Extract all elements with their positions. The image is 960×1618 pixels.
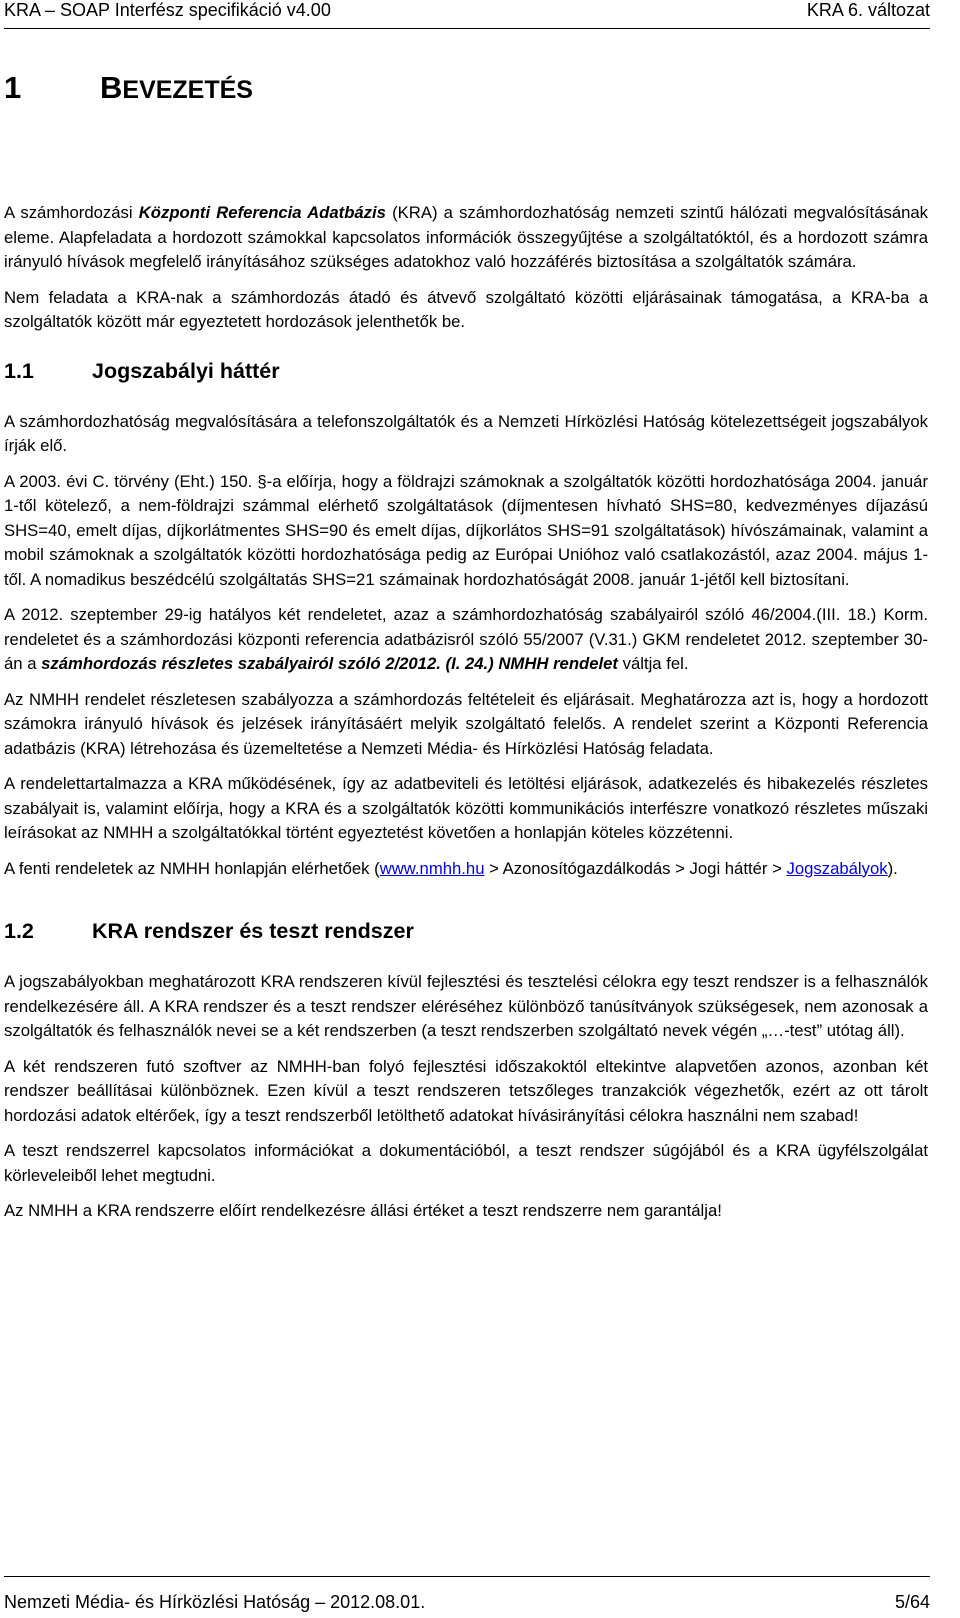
chapter-title: BEVEZETÉS xyxy=(100,70,253,105)
section1-paragraph-1: A számhordozhatóság megvalósítására a telefonszolgáltatók és a Nemzeti Hírközlési Hatóság kötelezettségeit jogszabályok írják elő. xyxy=(4,411,928,455)
section-heading-1-2: 1.2 KRA rendszer és teszt rendszer xyxy=(4,919,414,943)
section1-paragraph-5: A rendelettartalmazza a KRA működésének, így az adatbeviteli és letöltési eljárások, adatkezelés és hibakezelés részletes szabályait is, valamint előírja, hogy a KRA és a szolgáltatók közötti kommunikációs interfészre vonatkozó részletes műszaki leírásokat az NMHH a szolgáltatókkal történt egyeztetést követően a honlapján köteles közzétenni. xyxy=(4,774,928,842)
page-header xyxy=(4,0,930,29)
intro-paragraph-2: Nem feladata a KRA-nak a számhordozás átadó és átvevő szolgáltató közötti eljárásainak támogatása, a KRA-ba a szolgáltatók között már egyeztetett hordozások jelenthetők be. xyxy=(4,287,928,331)
document-body xyxy=(4,70,928,1235)
page-footer xyxy=(4,1576,930,1613)
header-doc-title: KRA – SOAP Interfész specifikáció v4.00 xyxy=(4,0,331,20)
section1-paragraph-4: Az NMHH rendelet részletesen szabályozza a számhordozás feltételeit és eljárásait. Meghatározza azt is, hogy a hordozott számokra irányuló hívások és jelzések irányításáért melyik szolgáltató felelős. A rendelet szerint a Központi Referencia adatbázis (KRA) létrehozása és üzemeltetése a Nemzeti Média- és Hírközlési Hatóság feladata. xyxy=(4,689,928,758)
section2-paragraph-4: Az NMHH a KRA rendszerre előírt rendelkezésre állási értéket a teszt rendszerre nem garantálja! xyxy=(4,1201,722,1220)
section2-paragraph-3: A teszt rendszerrel kapcsolatos információkat a dokumentációból, a teszt rendszer súgójából és a KRA ügyfélszolgálat körleveleiből lehet megtudni. xyxy=(4,1141,928,1185)
section-heading-1-1: 1.1 Jogszabályi háttér xyxy=(4,358,280,383)
section1-paragraph-6: A fenti rendeletek az NMHH honlapján elérhetőek (www.nmhh.hu > Azonosítógazdálkodás > Jogi háttér > Jogszabályok). xyxy=(4,858,898,878)
chapter-heading xyxy=(4,70,928,106)
section2-paragraph-1: A jogszabályokban meghatározott KRA rendszeren kívül fejlesztési és tesztelési célokra egy teszt rendszer is a felhasználók rendelkezésére áll. A KRA rendszer és a teszt rendszer eléréséhez különböző tanúsítványok szükségesek, nem azonosak a szolgáltatók és felhasználók nevei se a két rendszerben (a teszt rendszerben szolgáltató nevek végén „…-test” utótag áll). xyxy=(4,972,928,1040)
footer-authority-date: Nemzeti Média- és Hírközlési Hatóság – 2012.08.01. xyxy=(4,1592,426,1612)
chapter-number: 1 xyxy=(4,70,22,105)
nmhh-regulation-term: számhordozás részletes szabályairól szóló 2/2012. (I. 24.) NMHH rendelet xyxy=(41,654,618,673)
footer-page-number: 5/64 xyxy=(894,1592,930,1612)
kra-term: Központi Referencia Adatbázis xyxy=(138,203,386,222)
section1-paragraph-3: A 2012. szeptember 29-ig hatályos két rendeletet, azaz a számhordozhatóság szabályairól szóló 46/2004.(III. 18.) Korm. rendeletet és a számhordozási központi referencia adatbázisról szóló 55/2007 (V.31.) GKM rendeletet 2012. szeptember 30-án a számhordozás részletes szabályairól szóló 2/2012. (I. 24.) NMHH rendelet váltja fel. xyxy=(4,605,928,673)
section1-paragraph-2: A 2003. évi C. törvény (Eht.) 150. §-a előírja, hogy a földrajzi számoknak a szolgáltatók közötti hordozhatósága 2004. január 1-től kötelező, a nem-földrajzi számmal elérhető szolgáltatások (díjmentesen hívható SHS=80, kedvezményes díjazású SHS=40, emelt díjas, díjkorlátmentes SHS=90 és emelt díjas, díjkorlátos SHS=91 szolgáltatások) hívószámainak, valamint a mobil számoknak a szolgáltatók közötti hordozhatósága pedig az Európai Unióhoz való csatlakozástól, azaz 2004. május 1-től. A nomadikus beszédcélú szolgáltatás SHS=21 számainak hordozhatóságát 2008. január 1-jétől kell biztosítani. xyxy=(4,471,928,589)
intro-paragraph-1: A számhordozási Központi Referencia Adatbázis (KRA) a számhordozhatóság nemzeti szintű hálózati megvalósításának eleme. Alapfeladata a hordozott számokkal kapcsolatos információk összegyűjtése a szolgáltatóktól, és a hordozott számra irányuló hívások megfelelő irányításához szükséges adatokhoz való hozzáférés biztosítása a szolgáltatók számára. xyxy=(4,203,928,271)
nmhh-website-link[interactable]: www.nmhh.hu xyxy=(379,858,485,878)
jogszabalyok-link[interactable]: Jogszabályok xyxy=(786,858,888,878)
section2-paragraph-2: A két rendszeren futó szoftver az NMHH-ban folyó fejlesztési időszakoktól eltekintve alapvetően azonos, azonban két rendszer beállításai különböznek. Ezen kívül a teszt rendszeren tetszőleges tranzakciók végezhetők, ezért az ott tárolt hordozási adatok eltérőek, így a teszt rendszerből letölthető adatokat hívásirányítási célokra használni nem szabad! xyxy=(4,1056,928,1125)
header-version: KRA 6. változat xyxy=(806,0,930,20)
